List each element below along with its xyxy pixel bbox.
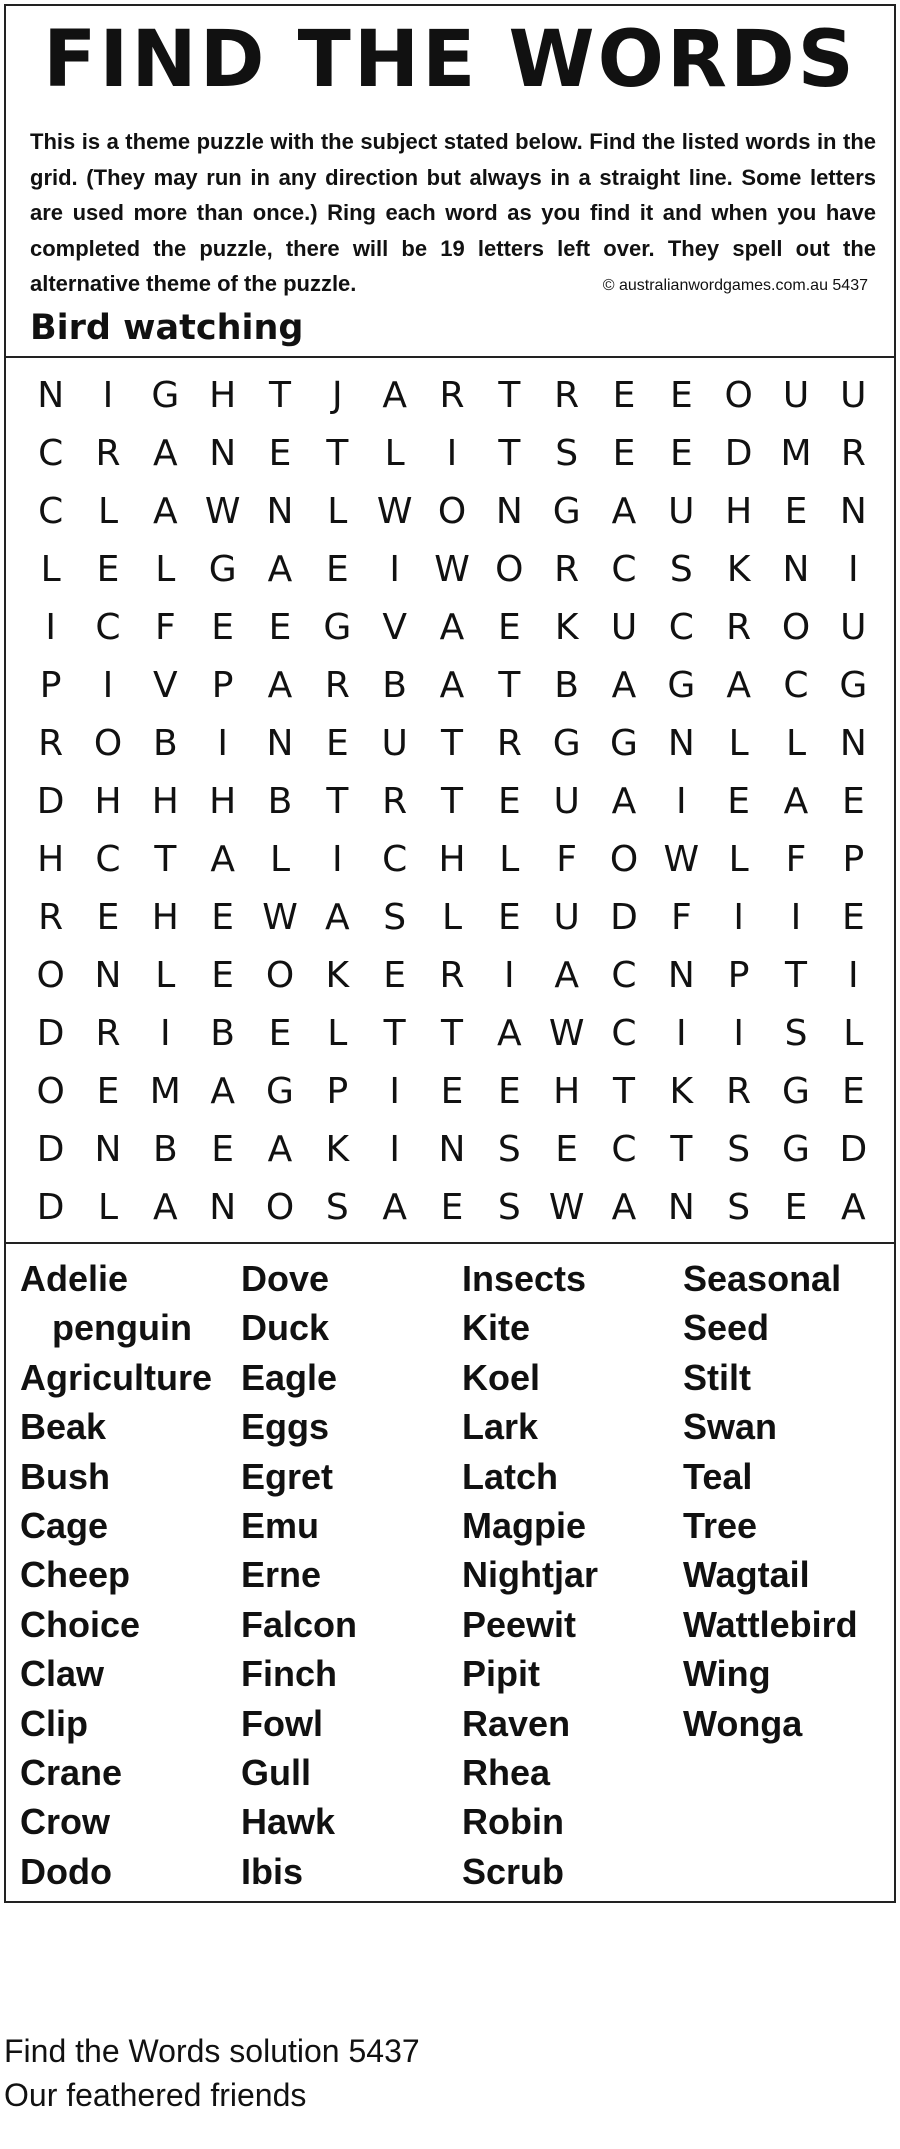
word-list-item: Beak xyxy=(20,1406,107,1448)
word-list-item: Peewit xyxy=(462,1603,577,1645)
grid-letter[interactable]: L xyxy=(728,722,749,764)
grid-letter[interactable]: N xyxy=(667,722,695,764)
grid-letter[interactable]: H xyxy=(209,780,237,822)
grid-letter[interactable]: O xyxy=(495,548,524,590)
grid-letter[interactable]: E xyxy=(612,432,636,474)
grid-letter[interactable]: U xyxy=(381,722,408,764)
grid-letter[interactable]: V xyxy=(153,664,178,706)
grid-letter[interactable]: A xyxy=(611,780,637,822)
grid-letter[interactable]: L xyxy=(327,1012,348,1054)
grid-letter[interactable]: N xyxy=(839,490,867,532)
grid-letter[interactable]: P xyxy=(211,664,234,706)
grid-letter[interactable]: N xyxy=(209,1186,237,1228)
word-list-item: Seed xyxy=(683,1307,770,1349)
grid-letter[interactable]: G xyxy=(782,1128,810,1170)
word-list-item: Choice xyxy=(20,1603,141,1645)
grid-letter[interactable]: I xyxy=(102,664,114,706)
grid-letter[interactable]: E xyxy=(211,1128,235,1170)
grid-letter[interactable]: E xyxy=(268,1012,292,1054)
grid-letter[interactable]: T xyxy=(498,664,521,706)
word-list-item: Insects xyxy=(462,1258,587,1299)
grid-letter[interactable]: A xyxy=(382,1186,407,1228)
grid-letter[interactable]: C xyxy=(783,664,809,706)
word-list-item: Agriculture xyxy=(20,1356,213,1398)
grid-letter[interactable]: R xyxy=(554,374,580,416)
grid-letter[interactable]: B xyxy=(382,664,407,706)
grid-letter[interactable]: N xyxy=(782,548,810,590)
grid-letter[interactable]: W xyxy=(434,548,470,590)
puzzle-title: FIND THE WORDS xyxy=(43,15,857,105)
grid-letter[interactable]: E xyxy=(497,1070,521,1112)
grid-letter[interactable]: C xyxy=(611,1012,637,1054)
grid-letter[interactable]: S xyxy=(383,896,407,938)
grid-letter[interactable]: N xyxy=(266,490,294,532)
solution-label: Find the Words solution 5437 xyxy=(4,2033,420,2069)
grid-letter[interactable]: A xyxy=(726,664,751,706)
grid-letter[interactable]: I xyxy=(676,1012,687,1054)
grid-letter[interactable]: G xyxy=(208,548,237,590)
word-list-item: Lark xyxy=(462,1406,539,1448)
grid-letter[interactable]: E xyxy=(497,896,521,938)
grid-letter[interactable]: H xyxy=(438,838,466,880)
grid-letter[interactable]: O xyxy=(36,1070,65,1112)
grid-letter[interactable]: E xyxy=(727,780,751,822)
grid-letter[interactable]: D xyxy=(36,1186,65,1228)
grid-letter[interactable]: E xyxy=(325,548,349,590)
grid-letter[interactable]: T xyxy=(154,838,177,880)
word-list-item: Wing xyxy=(683,1653,771,1695)
word-list-item: penguin xyxy=(52,1307,192,1349)
word-list-item: Wagtail xyxy=(683,1554,810,1596)
grid-letter[interactable]: A xyxy=(554,954,579,996)
grid-letter[interactable]: E xyxy=(841,780,865,822)
grid-letter[interactable]: E xyxy=(497,606,521,648)
grid-letter[interactable]: N xyxy=(667,1186,695,1228)
grid-letter[interactable]: B xyxy=(152,1128,178,1170)
word-list-item: Clip xyxy=(20,1702,88,1744)
grid-letter[interactable]: G xyxy=(323,606,352,648)
grid-letter[interactable]: A xyxy=(497,1012,522,1054)
grid-letter[interactable]: A xyxy=(439,664,465,706)
grid-letter[interactable]: R xyxy=(95,1012,121,1054)
word-list-item: Nightjar xyxy=(462,1554,599,1596)
grid-letter[interactable]: G xyxy=(552,722,581,764)
grid-letter[interactable]: A xyxy=(153,1186,178,1228)
grid-letter[interactable]: N xyxy=(667,954,695,996)
word-list-item: Fowl xyxy=(241,1702,323,1744)
grid-letter[interactable]: T xyxy=(326,780,349,822)
grid-letter[interactable]: M xyxy=(149,1070,181,1112)
grid-letter[interactable]: T xyxy=(268,374,291,416)
grid-letter[interactable]: B xyxy=(152,722,178,764)
grid-letter[interactable]: W xyxy=(548,1012,585,1054)
grid-letter[interactable]: L xyxy=(441,896,463,938)
grid-letter[interactable]: O xyxy=(265,1186,295,1228)
grid-letter[interactable]: C xyxy=(382,838,408,880)
grid-letter[interactable]: I xyxy=(790,896,802,938)
grid-letter[interactable]: O xyxy=(437,490,467,532)
grid-letter[interactable]: E xyxy=(841,1070,865,1112)
grid-letter[interactable]: I xyxy=(332,838,343,880)
grid-letter[interactable]: R xyxy=(840,432,866,474)
word-list-item: Finch xyxy=(241,1653,337,1695)
grid-letter[interactable]: I xyxy=(102,374,114,416)
grid-letter[interactable]: D xyxy=(36,1012,65,1054)
grid-letter[interactable]: K xyxy=(325,954,350,996)
grid-letter[interactable]: I xyxy=(848,954,859,996)
grid-letter[interactable]: K xyxy=(325,1128,350,1170)
grid-letter[interactable]: S xyxy=(497,1186,521,1228)
word-list-item: Eggs xyxy=(241,1406,330,1448)
grid-letter[interactable]: C xyxy=(38,490,64,532)
grid-letter[interactable]: T xyxy=(498,432,521,474)
grid-letter[interactable]: V xyxy=(382,606,407,648)
grid-letter[interactable]: U xyxy=(668,490,695,532)
grid-letter[interactable]: A xyxy=(611,490,637,532)
grid-letter[interactable]: A xyxy=(783,780,809,822)
grid-letter[interactable]: R xyxy=(726,606,752,648)
word-list xyxy=(20,1254,890,1894)
word-list-item: Emu xyxy=(241,1504,320,1546)
grid-letter[interactable]: A xyxy=(382,374,407,416)
grid-letter[interactable]: G xyxy=(667,664,696,706)
grid-letter[interactable]: B xyxy=(554,664,579,706)
grid-letter[interactable]: R xyxy=(439,954,465,996)
word-list-item: Dodo xyxy=(20,1850,112,1892)
grid-letter[interactable]: E xyxy=(440,1070,464,1112)
word-list-item: Eagle xyxy=(241,1356,338,1398)
grid-letter[interactable]: A xyxy=(325,896,350,938)
grid-letter[interactable]: I xyxy=(446,432,458,474)
grid-letter[interactable]: P xyxy=(727,954,750,996)
grid-letter[interactable]: S xyxy=(555,432,579,474)
word-list-item: Bush xyxy=(20,1455,110,1497)
grid-letter[interactable]: C xyxy=(668,606,694,648)
puzzle-frame xyxy=(4,4,896,1903)
grid-letter[interactable]: U xyxy=(610,606,638,648)
grid-letter[interactable]: L xyxy=(97,490,119,532)
grid-letter[interactable]: L xyxy=(785,722,807,764)
word-list-item: Seasonal xyxy=(683,1258,842,1299)
grid-letter[interactable]: F xyxy=(556,838,578,880)
grid-letter[interactable]: L xyxy=(384,432,405,474)
grid-letter[interactable]: R xyxy=(382,780,408,822)
grid-letter[interactable]: F xyxy=(785,838,807,880)
grid-letter[interactable]: E xyxy=(841,896,865,938)
grid-letter[interactable]: S xyxy=(727,1128,751,1170)
grid-letter[interactable]: E xyxy=(784,1186,808,1228)
word-column xyxy=(683,1254,890,1896)
grid-letter[interactable]: T xyxy=(326,432,349,474)
grid-letter[interactable]: L xyxy=(327,490,348,532)
grid-letter[interactable]: T xyxy=(383,1012,406,1054)
grid-letter[interactable]: B xyxy=(267,780,293,822)
grid-letter[interactable]: A xyxy=(439,606,465,648)
grid-letter[interactable]: D xyxy=(610,896,638,938)
grid-letter[interactable]: S xyxy=(325,1186,349,1228)
word-list-item: Wonga xyxy=(683,1702,803,1744)
grid-letter[interactable]: E xyxy=(383,954,407,996)
word-list-item: Egret xyxy=(241,1455,334,1497)
word-list-item: Crane xyxy=(20,1751,123,1793)
grid-letter[interactable]: O xyxy=(609,838,639,880)
grid-letter[interactable]: I xyxy=(504,954,515,996)
grid-letter[interactable]: I xyxy=(676,780,687,822)
word-list-item: Robin xyxy=(462,1801,564,1843)
grid-letter[interactable]: H xyxy=(209,374,237,416)
grid-letter[interactable]: E xyxy=(669,374,693,416)
grid-letter[interactable]: H xyxy=(553,1070,581,1112)
grid-letter[interactable]: E xyxy=(211,606,235,648)
grid-letter[interactable]: A xyxy=(267,664,293,706)
grid-letter[interactable]: H xyxy=(94,780,122,822)
grid-letter[interactable]: I xyxy=(733,1012,744,1054)
grid-letter[interactable]: E xyxy=(555,1128,579,1170)
divider-middle xyxy=(6,1242,894,1244)
word-list-item: Adelie xyxy=(20,1258,129,1299)
grid-letter[interactable]: H xyxy=(151,780,179,822)
grid-letter[interactable]: O xyxy=(781,606,811,648)
grid-letter[interactable]: E xyxy=(325,722,349,764)
theme-heading: Bird watching xyxy=(30,308,304,348)
grid-letter[interactable]: U xyxy=(553,780,580,822)
grid-letter[interactable]: N xyxy=(266,722,294,764)
word-list-item: Kite xyxy=(462,1307,531,1349)
word-list-item: Latch xyxy=(462,1455,559,1497)
grid-letter[interactable]: W xyxy=(548,1186,585,1228)
word-list-item: Claw xyxy=(20,1653,105,1695)
grid-letter[interactable]: T xyxy=(612,1070,635,1112)
grid-letter[interactable]: E xyxy=(96,1070,120,1112)
grid-letter[interactable]: A xyxy=(210,1070,235,1112)
word-column xyxy=(462,1254,683,1896)
grid-letter[interactable]: R xyxy=(324,664,350,706)
grid-letter[interactable]: T xyxy=(670,1128,693,1170)
grid-letter[interactable]: W xyxy=(376,490,413,532)
grid-letter[interactable]: A xyxy=(153,432,178,474)
grid-letter[interactable]: C xyxy=(95,838,121,880)
grid-letter[interactable]: L xyxy=(269,838,291,880)
word-list-item: Cheep xyxy=(20,1554,131,1596)
grid-letter[interactable]: K xyxy=(554,606,579,648)
word-list-item: Teal xyxy=(683,1455,753,1497)
grid-letter[interactable]: L xyxy=(97,1186,119,1228)
word-list-item: Raven xyxy=(462,1702,571,1744)
grid-letter[interactable]: L xyxy=(155,548,176,590)
word-list-item: Cage xyxy=(20,1504,109,1546)
grid-letter[interactable]: E xyxy=(784,490,808,532)
grid-letter[interactable]: C xyxy=(38,432,64,474)
grid-letter[interactable]: N xyxy=(94,1128,122,1170)
grid-letter[interactable]: A xyxy=(611,1186,637,1228)
grid-letter[interactable]: P xyxy=(326,1070,349,1112)
grid-letter[interactable]: D xyxy=(36,1128,65,1170)
word-list-item: Tree xyxy=(683,1504,758,1546)
grid-letter[interactable]: C xyxy=(611,1128,637,1170)
grid-letter[interactable]: T xyxy=(440,722,463,764)
grid-letter[interactable]: L xyxy=(155,954,176,996)
word-list-item: Wattlebird xyxy=(683,1603,858,1645)
grid-letter[interactable]: R xyxy=(496,722,522,764)
grid-letter[interactable]: G xyxy=(839,664,868,706)
grid-letter[interactable]: E xyxy=(268,432,292,474)
grid-letter[interactable]: R xyxy=(38,722,64,764)
grid-letter[interactable]: G xyxy=(266,1070,294,1112)
word-list-item: Stilt xyxy=(683,1356,751,1398)
grid-letter[interactable]: E xyxy=(211,896,235,938)
word-list-item: Magpie xyxy=(462,1504,587,1546)
grid-letter[interactable]: R xyxy=(726,1070,752,1112)
grid-letter[interactable]: L xyxy=(843,1012,864,1054)
grid-letter[interactable]: L xyxy=(728,838,749,880)
solution-theme: Our feathered friends xyxy=(4,2077,307,2113)
grid-letter[interactable]: H xyxy=(151,896,179,938)
grid-letter[interactable]: G xyxy=(782,1070,810,1112)
grid-letter[interactable]: F xyxy=(154,606,176,648)
grid-letter[interactable]: F xyxy=(670,896,692,938)
grid-letter[interactable]: W xyxy=(663,838,700,880)
credit-line: © australianwordgames.com.au 5437 xyxy=(602,277,868,294)
grid-letter[interactable]: E xyxy=(440,1186,464,1228)
grid-letter[interactable]: E xyxy=(497,780,521,822)
word-column xyxy=(241,1254,462,1896)
grid-letter[interactable]: G xyxy=(552,490,581,532)
word-list-item: Hawk xyxy=(241,1801,336,1843)
grid-letter[interactable]: G xyxy=(610,722,638,764)
grid-letter[interactable]: I xyxy=(389,1128,400,1170)
grid-letter[interactable]: L xyxy=(499,838,520,880)
grid-letter[interactable]: N xyxy=(209,432,237,474)
grid-letter[interactable]: U xyxy=(840,606,867,648)
word-list-item: Gull xyxy=(241,1751,311,1793)
grid-letter[interactable]: U xyxy=(553,896,580,938)
grid-letter[interactable]: N xyxy=(839,722,867,764)
grid-letter[interactable]: S xyxy=(784,1012,808,1054)
grid-letter[interactable]: E xyxy=(96,896,120,938)
grid-letter[interactable]: B xyxy=(210,1012,235,1054)
word-list-item: Ibis xyxy=(241,1850,304,1892)
grid-letter[interactable]: I xyxy=(217,722,228,764)
grid-letter[interactable]: C xyxy=(611,954,637,996)
grid-letter[interactable]: K xyxy=(669,1070,694,1112)
grid-letter[interactable]: R xyxy=(38,896,64,938)
grid-letter[interactable]: C xyxy=(95,606,121,648)
grid-letter[interactable]: O xyxy=(265,954,295,996)
grid-letter[interactable]: T xyxy=(784,954,807,996)
grid-letter[interactable]: A xyxy=(267,548,293,590)
grid-letter[interactable]: A xyxy=(153,490,178,532)
grid-letter[interactable]: D xyxy=(724,432,753,474)
grid-letter[interactable]: P xyxy=(39,664,62,706)
grid-letter[interactable]: D xyxy=(36,780,65,822)
grid-letter[interactable]: D xyxy=(839,1128,868,1170)
instructions: This is a theme puzzle with the subject stated below. Find the listed words in the grid. (They may run in any direction but always in a straight line. Some letters are used more than once.) Ring each word as you find it and when you have completed the puzzle, there will be 19 letters left over. They spell out the alternative theme of the puzzle. xyxy=(30,129,876,296)
grid-letter[interactable]: T xyxy=(440,1012,463,1054)
grid-letter[interactable]: H xyxy=(725,490,753,532)
grid-letter[interactable]: S xyxy=(497,1128,521,1170)
word-list-item: Rhea xyxy=(462,1751,551,1793)
grid-letter[interactable]: S xyxy=(727,1186,751,1228)
grid-letter[interactable]: I xyxy=(389,548,400,590)
grid-letter[interactable]: T xyxy=(498,374,521,416)
grid-letter[interactable]: T xyxy=(440,780,463,822)
grid-letter[interactable]: E xyxy=(669,432,693,474)
grid-letter[interactable]: U xyxy=(840,374,867,416)
word-list-item: Crow xyxy=(20,1801,110,1843)
grid-letter[interactable]: A xyxy=(841,1186,866,1228)
grid-letter[interactable]: H xyxy=(37,838,65,880)
grid-letter[interactable]: J xyxy=(332,374,343,416)
grid-letter[interactable]: O xyxy=(724,374,753,416)
grid-letter[interactable]: A xyxy=(267,1128,293,1170)
word-list-item: Duck xyxy=(241,1307,330,1349)
divider-top xyxy=(6,356,894,358)
grid-letter[interactable]: I xyxy=(848,548,859,590)
letter-grid xyxy=(22,366,882,1236)
grid-letter[interactable]: M xyxy=(780,432,812,474)
word-list-item: Pipit xyxy=(462,1653,540,1695)
grid-letter[interactable]: W xyxy=(204,490,241,532)
word-list-item: Falcon xyxy=(241,1603,358,1645)
grid-letter[interactable]: G xyxy=(151,374,180,416)
grid-letter[interactable]: N xyxy=(495,490,523,532)
grid-letter[interactable]: E xyxy=(612,374,636,416)
grid-letter[interactable]: N xyxy=(37,374,65,416)
word-list-item: Dove xyxy=(241,1258,330,1299)
word-list-item: Scrub xyxy=(462,1850,565,1892)
grid-letter[interactable]: R xyxy=(554,548,580,590)
grid-letter[interactable]: P xyxy=(842,838,865,880)
grid-letter[interactable]: O xyxy=(36,954,65,996)
grid-letter[interactable]: I xyxy=(733,896,744,938)
grid-letter[interactable]: I xyxy=(45,606,56,648)
grid-letter[interactable]: U xyxy=(782,374,810,416)
word-list-item: Koel xyxy=(462,1356,541,1398)
grid-letter[interactable]: K xyxy=(726,548,751,590)
grid-letter[interactable]: W xyxy=(262,896,298,938)
grid-letter[interactable]: A xyxy=(210,838,235,880)
grid-letter[interactable]: O xyxy=(93,722,123,764)
grid-letter[interactable]: C xyxy=(611,548,637,590)
grid-letter[interactable]: I xyxy=(389,1070,400,1112)
grid-letter[interactable]: A xyxy=(611,664,637,706)
grid-letter[interactable]: N xyxy=(94,954,122,996)
word-list-item: Erne xyxy=(241,1554,322,1596)
grid-letter[interactable]: E xyxy=(211,954,235,996)
word-list-item: Swan xyxy=(683,1406,778,1448)
grid-letter[interactable]: I xyxy=(160,1012,171,1054)
grid-letter[interactable]: E xyxy=(96,548,120,590)
grid-letter[interactable]: L xyxy=(40,548,61,590)
grid-letter[interactable]: N xyxy=(438,1128,466,1170)
grid-letter[interactable]: R xyxy=(439,374,465,416)
word-column xyxy=(20,1254,241,1896)
grid-letter[interactable]: S xyxy=(669,548,693,590)
grid-letter[interactable]: R xyxy=(95,432,121,474)
grid-letter[interactable]: E xyxy=(268,606,292,648)
